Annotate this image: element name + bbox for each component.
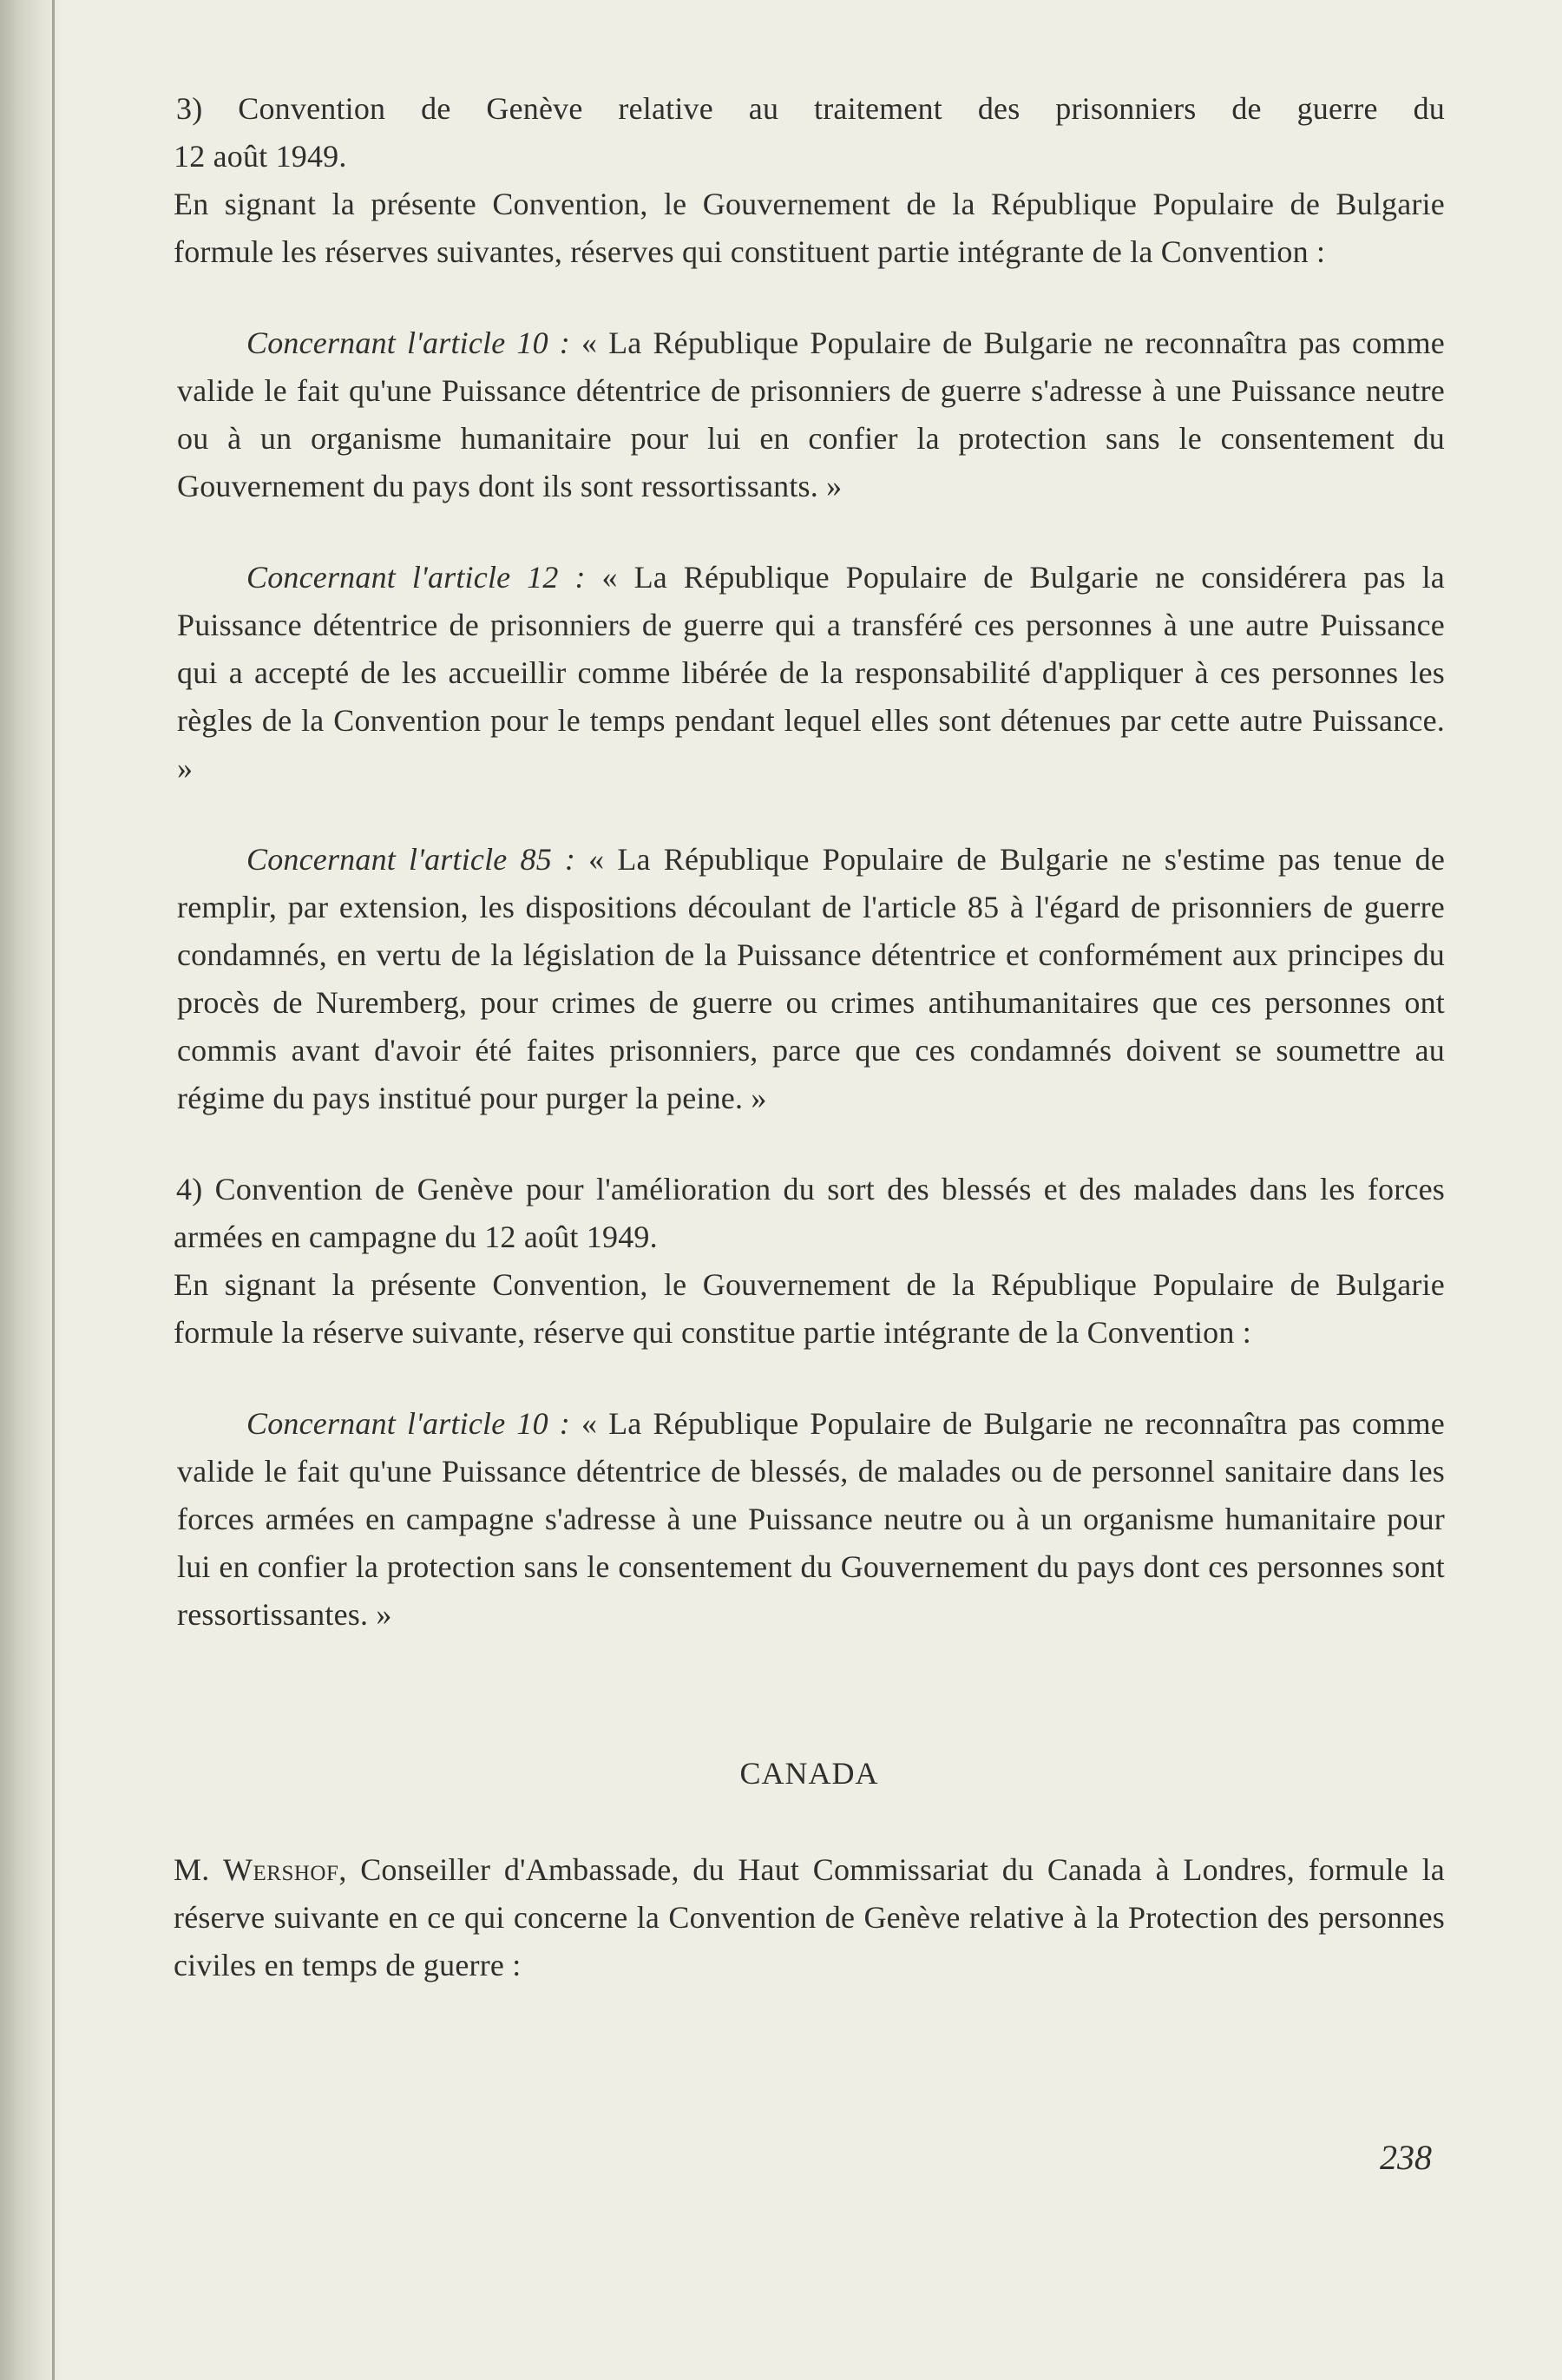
reservation-article-10-wounded [174,1400,1445,1639]
reservation-label: Concernant l'article 12 : [246,560,586,595]
reservation-article-10 [174,319,1445,510]
spacer [174,1122,1445,1166]
reservation-label: Concernant l'article 85 : [246,842,576,877]
spacer [174,792,1445,836]
reservation-text: « La République Populaire de Bulgarie ne considérera pas la Puissance détentrice de prisonniers de guerre qui a transféré ces personnes à une autre Puissance qui a accepté de les accueillir comme libérée de la responsabilité d'appliquer à ces personnes les règles de la Convention pour le temps pendant lequel elles sont détenues par cette autre Puissance. » [177,560,1445,786]
reservation-label: Concernant l'article 10 : [246,1406,570,1441]
spacer [174,276,1445,319]
section-3-heading-line1: 3) Convention de Genève relative au traitement des prisonniers de guerre du [176,91,1445,126]
reservation-article-12 [174,554,1445,792]
spacer [174,1357,1445,1400]
spacer [174,510,1445,554]
section-3-intro [174,181,1445,276]
reservation-article-85 [174,836,1445,1122]
reservation-label: Concernant l'article 10 : [246,325,570,360]
page-number: 238 [1380,2138,1432,2177]
spacer [174,1639,1445,1750]
section-4-intro: En signant la présente Convention, le Gouvernement de la République Populaire de Bulgarie formule la réserve suivante, réserve qui constitue partie intégrante de la Convention : [174,1267,1445,1350]
section-4-heading: 4) Convention de Genève pour l'amélioration du sort des blessés et des malades dans les forces armées en campagne du 12 août 1949. [174,1172,1445,1254]
section-3-intro-text: En signant la présente Convention, le Gouvernement de la République Populaire de Bulgarie formule les réserves suivantes, réserves qui constituent partie intégrante de la Convention : [174,187,1445,269]
page-gutter-line [52,0,55,2380]
canada-prefix: M. [174,1852,224,1887]
spacer [174,1798,1445,1846]
canada-text: , Conseiller d'Ambassade, du Haut Commissariat du Canada à Londres, formule la réserve suivante en ce qui concerne la Convention de Genève relative à la Protection des personnes civiles en temps de guerre : [174,1852,1445,1982]
country-heading-canada: CANADA [739,1756,879,1791]
reservation-text: « La République Populaire de Bulgarie ne reconnaîtra pas comme valide le fait qu'une Puissance détentrice de prisonniers de guerre s'adresse à une Puissance neutre ou à un organisme humanitaire pour lui en confier la protection sans le consentement du Gouvernement du pays dont ils sont ressortissants. » [177,325,1445,503]
delegate-name: Wershof [223,1852,339,1887]
section-3-heading-line2: 12 août 1949. [174,139,347,174]
reservation-text: « La République Populaire de Bulgarie ne s'estime pas tenue de remplir, par extension, les dispositions découlant de l'article 85 à l'égard de prisonniers de guerre condamnés, en vertu de la législation de la Puissance détentrice et conformément aux principes du procès de Nuremberg, pour crimes de guerre ou crimes antihumanitaires que ces personnes ont commis avant d'avoir été faites prisonniers, parce que ces condamnés doivent se soumettre au régime du pays institué pour purger la peine. » [177,842,1445,1115]
reservation-text: « La République Populaire de Bulgarie ne reconnaîtra pas comme valide le fait qu'une Puissance détentrice de blessés, de malades ou de personnel sanitaire dans les forces armées en campagne s'adresse à une Puissance neutre ou à un organisme humanitaire pour lui en confier la protection sans le consentement du Gouvernement du pays dont ces personnes sont ressortissantes. » [177,1406,1445,1632]
document-page [174,85,1445,1989]
canada-statement [174,1846,1445,1989]
